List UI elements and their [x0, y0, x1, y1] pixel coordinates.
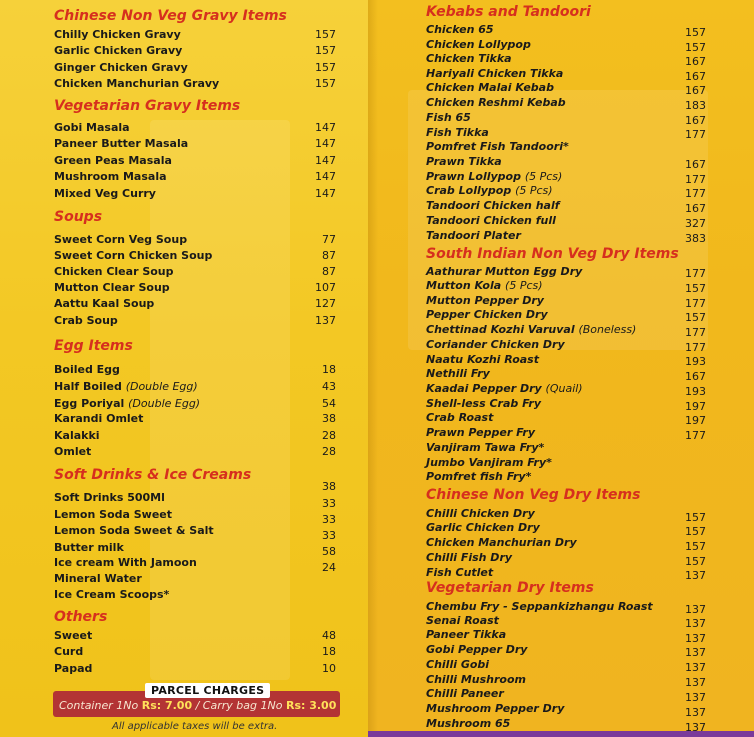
menu-item	[54, 429, 100, 443]
menu-item-name: Lemon Soda Sweet	[54, 508, 173, 521]
menu-item	[54, 28, 181, 42]
carrybag-qty: 1No	[260, 699, 283, 712]
menu-item-name: Chicken Clear Soup	[54, 265, 174, 278]
section-heading: Others	[54, 609, 108, 625]
menu-item-price: 137	[685, 646, 706, 659]
left-menu-page	[0, 0, 368, 737]
menu-item	[426, 96, 566, 110]
menu-item-name: Sweet Corn Chicken Soup	[54, 249, 213, 262]
menu-item-note: (5 Pcs)	[515, 184, 553, 197]
menu-item	[54, 77, 219, 91]
menu-item-price: 33	[322, 513, 336, 526]
menu-item-name: Egg Poriyal	[54, 397, 125, 410]
menu-item-name: Coriander Chicken Dry	[426, 338, 565, 351]
menu-item-name: Chilly Chicken Gravy	[54, 28, 181, 41]
menu-item-name: Sweet	[54, 629, 93, 642]
menu-item-name: Curd	[54, 645, 84, 658]
section-heading: South Indian Non Veg Dry Items	[426, 246, 679, 262]
menu-item	[54, 491, 165, 505]
menu-item-price: 18	[322, 645, 336, 658]
menu-item-name: Gobi Pepper Dry	[426, 643, 528, 656]
menu-item-name: Vanjiram Tawa Fry*	[426, 441, 545, 454]
menu-item-price: 157	[315, 28, 336, 41]
menu-item-name: Naatu Kozhi Roast	[426, 353, 539, 366]
menu-item-price: 157	[685, 41, 706, 54]
menu-item-name: Shell-less Crab Fry	[426, 397, 542, 410]
menu-item-price: 167	[685, 158, 706, 171]
menu-item-price: 147	[315, 154, 336, 167]
menu-item-name: Prawn Pepper Fry	[426, 426, 535, 439]
menu-item	[426, 507, 535, 521]
menu-item-price: 157	[685, 525, 706, 538]
menu-item	[426, 441, 544, 455]
menu-item-price: 167	[685, 114, 706, 127]
menu-item-name: Nethili Fry	[426, 367, 490, 380]
menu-item	[54, 137, 188, 151]
menu-item-price: 157	[685, 540, 706, 553]
menu-item	[426, 673, 526, 687]
menu-item-name: Crab Soup	[54, 314, 118, 327]
menu-item	[54, 363, 120, 377]
parcel-charges-label: PARCEL CHARGES	[145, 683, 270, 698]
menu-item	[54, 187, 156, 201]
menu-item-name: Kalakki	[54, 429, 100, 442]
menu-item-price: 38	[322, 412, 336, 425]
menu-item	[426, 140, 569, 154]
menu-item-name: Chilli Gobi	[426, 658, 490, 671]
menu-item-price: 177	[685, 341, 706, 354]
menu-item	[426, 643, 527, 657]
menu-item-price: 28	[322, 445, 336, 458]
menu-item-price: 197	[685, 400, 706, 413]
menu-item-price: 137	[685, 691, 706, 704]
menu-item-name: Karandi Omlet	[54, 412, 144, 425]
menu-item-price: 54	[322, 397, 336, 410]
menu-item	[54, 249, 212, 263]
menu-item-name: Gobi Masala	[54, 121, 130, 134]
menu-item-price: 177	[685, 267, 706, 280]
menu-item-name: Pomfret Fish Tandoori*	[426, 140, 569, 153]
menu-item-name: Crab Roast	[426, 411, 494, 424]
menu-item-name: Ice cream With Jamoon	[54, 556, 197, 569]
menu-item-name: Jumbo Vanjiram Fry*	[426, 456, 552, 469]
menu-item	[426, 521, 540, 535]
menu-item-note: (Double Egg)	[128, 397, 201, 410]
menu-item-name: Fish Cutlet	[426, 566, 494, 579]
menu-item	[426, 456, 552, 470]
menu-item-price: 137	[685, 617, 706, 630]
menu-item	[426, 155, 502, 169]
menu-item-price: 157	[315, 77, 336, 90]
menu-item	[54, 44, 182, 58]
menu-item-price: 137	[685, 676, 706, 689]
menu-item-price: 43	[322, 380, 336, 393]
menu-item-name: Senai Roast	[426, 614, 499, 627]
menu-item-price: 167	[685, 202, 706, 215]
section-heading: Chinese Non Veg Dry Items	[426, 487, 641, 503]
menu-item-name: Lemon Soda Sweet & Salt	[54, 524, 214, 537]
menu-item-name: Chicken 65	[426, 23, 494, 36]
menu-item-note: (Boneless)	[578, 323, 637, 336]
menu-item-note: (5 Pcs)	[505, 279, 543, 292]
menu-item-name: Mixed Veg Curry	[54, 187, 156, 200]
menu-item-price: 147	[315, 187, 336, 200]
menu-item-price: 33	[322, 497, 336, 510]
menu-item-name: Aathurar Mutton Egg Dry	[426, 265, 583, 278]
menu-item	[426, 382, 583, 396]
section-heading: Vegetarian Dry Items	[426, 580, 594, 596]
menu-item	[54, 588, 169, 602]
menu-item-name: Mutton Clear Soup	[54, 281, 170, 294]
menu-item	[426, 470, 531, 484]
container-text: Container 1No	[59, 699, 139, 712]
menu-item-name: Chicken Manchurian Gravy	[54, 77, 220, 90]
menu-item	[54, 524, 214, 538]
menu-item-price: 197	[685, 414, 706, 427]
menu-item-price: 28	[322, 429, 336, 442]
menu-item-name: Omlet	[54, 445, 92, 458]
menu-item-price: 87	[322, 265, 336, 278]
menu-item	[426, 338, 565, 352]
menu-item-price: 137	[685, 661, 706, 674]
parcel-charges-box	[53, 684, 340, 717]
menu-item-price: 193	[685, 355, 706, 368]
parcel-charges-text	[59, 699, 336, 712]
menu-item-name: Fish Tikka	[426, 126, 489, 139]
menu-item-name: Aattu Kaal Soup	[54, 297, 155, 310]
menu-item-price: 157	[685, 555, 706, 568]
menu-item-name: Prawn Tikka	[426, 155, 502, 168]
menu-item	[426, 687, 504, 701]
menu-item	[426, 23, 494, 37]
menu-item-name: Mineral Water	[54, 572, 142, 585]
menu-item-name: Garlic Chicken Dry	[426, 521, 540, 534]
menu-item-price: 10	[322, 662, 336, 675]
menu-item-price: 18	[322, 363, 336, 376]
menu-item-price: 127	[315, 297, 336, 310]
menu-item-name: Pepper Chicken Dry	[426, 308, 548, 321]
menu-item-name: Chilli Paneer	[426, 687, 504, 700]
menu-item-name: Crab Lollypop	[426, 184, 512, 197]
menu-item	[54, 541, 124, 555]
menu-item	[426, 411, 493, 425]
menu-item	[426, 600, 653, 614]
section-heading: Soft Drinks & Ice Creams	[54, 467, 252, 483]
menu-item	[54, 170, 167, 184]
menu-item-name: Prawn Lollypop	[426, 170, 521, 183]
menu-item	[426, 658, 489, 672]
menu-item-price: 107	[315, 281, 336, 294]
menu-item	[426, 170, 562, 184]
menu-item	[54, 281, 170, 295]
menu-item-name: Butter milk	[54, 541, 124, 554]
menu-item-name: Hariyali Chicken Tikka	[426, 67, 564, 80]
menu-item	[54, 397, 200, 411]
menu-item	[54, 445, 91, 459]
menu-item-price: 157	[315, 61, 336, 74]
menu-item-price: 48	[322, 629, 336, 642]
menu-item	[54, 556, 197, 570]
menu-item-name: Papad	[54, 662, 93, 675]
section-heading: Vegetarian Gravy Items	[54, 98, 241, 114]
menu-item-name: Mushroom Pepper Dry	[426, 702, 565, 715]
menu-item-price: 137	[315, 314, 336, 327]
menu-item-name: Ginger Chicken Gravy	[54, 61, 188, 74]
menu-item	[426, 38, 531, 52]
menu-item-name: Garlic Chicken Gravy	[54, 44, 183, 57]
menu-item-price: 87	[322, 249, 336, 262]
menu-item-price: 157	[685, 282, 706, 295]
menu-item	[54, 121, 130, 135]
menu-item-note: (Quail)	[545, 382, 583, 395]
menu-item-price: 167	[685, 70, 706, 83]
menu-item-name: Chilli Chicken Dry	[426, 507, 535, 520]
menu-item-price: 167	[685, 55, 706, 68]
menu-item-price: 137	[685, 721, 706, 734]
menu-item-price: 177	[685, 187, 706, 200]
menu-item-price: 147	[315, 121, 336, 134]
menu-item	[426, 265, 582, 279]
menu-item	[426, 214, 556, 228]
menu-item-name: Tandoori Chicken half	[426, 199, 560, 212]
menu-item-name: Chettinad Kozhi Varuval	[426, 323, 575, 336]
menu-item	[426, 294, 544, 308]
menu-item	[426, 367, 490, 381]
menu-item	[426, 229, 521, 243]
menu-item-price: 147	[315, 170, 336, 183]
menu-item	[426, 323, 636, 337]
menu-item	[426, 184, 553, 198]
menu-item-name: Chilli Mushroom	[426, 673, 526, 686]
menu-item-price: 183	[685, 99, 706, 112]
menu-item-name: Fish 65	[426, 111, 471, 124]
menu-item	[54, 61, 188, 75]
menu-item-name: Chicken Manchurian Dry	[426, 536, 577, 549]
menu-item	[54, 380, 198, 394]
menu-item-name: Tandoori Plater	[426, 229, 521, 242]
menu-item	[426, 397, 541, 411]
menu-item-name: Chicken Tikka	[426, 52, 512, 65]
carrybag-price: Rs: 3.00	[285, 699, 337, 712]
menu-item-price: 157	[315, 44, 336, 57]
menu-item-name: Chilli Fish Dry	[426, 551, 513, 564]
menu-item-price: 177	[685, 128, 706, 141]
menu-item-price: 177	[685, 297, 706, 310]
menu-item-note: (5 Pcs)	[524, 170, 563, 183]
menu-item-price: 167	[685, 84, 706, 97]
menu-item-price: 157	[685, 26, 706, 39]
menu-item-name: Chicken Lollypop	[426, 38, 531, 51]
menu-item-price: 327	[685, 217, 706, 230]
menu-item-price: 38	[322, 480, 336, 493]
menu-item-note: (Double Egg)	[125, 380, 198, 393]
container-price: Rs: 7.00	[141, 699, 193, 712]
menu-item-price: 137	[685, 632, 706, 645]
menu-item-name: Mushroom 65	[426, 717, 511, 730]
menu-item-name: Chembu Fry - Seppankizhangu Roast	[426, 600, 653, 613]
menu-item-name: Chicken Malai Kebab	[426, 81, 554, 94]
menu-item	[426, 717, 510, 731]
menu-item-price: 177	[685, 326, 706, 339]
taxes-note: All applicable taxes will be extra.	[112, 721, 278, 732]
menu-item-price: 167	[685, 370, 706, 383]
section-heading: Soups	[54, 209, 103, 225]
right-menu-page	[368, 0, 754, 737]
menu-item	[426, 536, 577, 550]
menu-item-price: 33	[322, 529, 336, 542]
menu-item-name: Mutton Kola	[426, 279, 502, 292]
menu-item-name: Ice Cream Scoops*	[54, 588, 170, 601]
menu-item	[54, 662, 92, 676]
menu-item	[426, 308, 548, 322]
menu-item	[54, 629, 92, 643]
menu-item-name: Mutton Pepper Dry	[426, 294, 544, 307]
menu-item-name: Chicken Reshmi Kebab	[426, 96, 566, 109]
menu-item-name: Tandoori Chicken full	[426, 214, 556, 227]
menu-item	[426, 67, 563, 81]
menu-item-price: 177	[685, 429, 706, 442]
menu-item	[426, 566, 493, 580]
menu-item	[54, 297, 154, 311]
menu-item-price: 193	[685, 385, 706, 398]
section-heading: Kebabs and Tandoori	[426, 4, 591, 20]
menu-item-price: 157	[685, 311, 706, 324]
menu-item	[426, 111, 471, 125]
menu-item	[426, 551, 512, 565]
menu-item	[426, 126, 489, 140]
menu-item	[426, 279, 543, 293]
menu-item	[426, 52, 512, 66]
menu-item	[54, 508, 172, 522]
menu-item-price: 58	[322, 545, 336, 558]
menu-item	[426, 81, 554, 95]
menu-item-name: Soft Drinks 500Ml	[54, 491, 165, 504]
menu-item-price: 137	[685, 603, 706, 616]
menu-item-name: Half Boiled	[54, 380, 122, 393]
menu-item	[426, 614, 499, 628]
menu-item	[54, 154, 172, 168]
menu-item	[54, 572, 142, 586]
menu-item-price: 77	[322, 233, 336, 246]
menu-item	[54, 314, 118, 328]
menu-item	[426, 702, 564, 716]
menu-item	[426, 199, 560, 213]
menu-item-price: 137	[685, 706, 706, 719]
section-heading: Chinese Non Veg Gravy Items	[54, 8, 287, 24]
menu-item-name: Green Peas Masala	[54, 154, 172, 167]
menu-item-name: Kaadai Pepper Dry	[426, 382, 542, 395]
menu-item	[426, 628, 506, 642]
menu-item-price: 177	[685, 173, 706, 186]
menu-item	[54, 645, 83, 659]
menu-item-name: Paneer Tikka	[426, 628, 507, 641]
menu-item-price: 137	[685, 569, 706, 582]
menu-item-name: Sweet Corn Veg Soup	[54, 233, 188, 246]
menu-item	[426, 426, 535, 440]
menu-item-price: 147	[315, 137, 336, 150]
menu-item-price: 157	[685, 511, 706, 524]
menu-item	[54, 233, 187, 247]
menu-item-name: Boiled Egg	[54, 363, 120, 376]
menu-item-name: Paneer Butter Masala	[54, 137, 189, 150]
menu-item-name: Mushroom Masala	[54, 170, 167, 183]
menu-item	[54, 265, 174, 279]
menu-item	[54, 412, 143, 426]
section-heading: Egg Items	[54, 338, 133, 354]
menu-item-name: Pomfret fish Fry*	[426, 470, 532, 483]
carrybag-separator: / Carry bag	[195, 699, 257, 712]
menu-item-price: 24	[322, 561, 336, 574]
menu-item-price: 383	[685, 232, 706, 245]
menu-item	[426, 353, 539, 367]
